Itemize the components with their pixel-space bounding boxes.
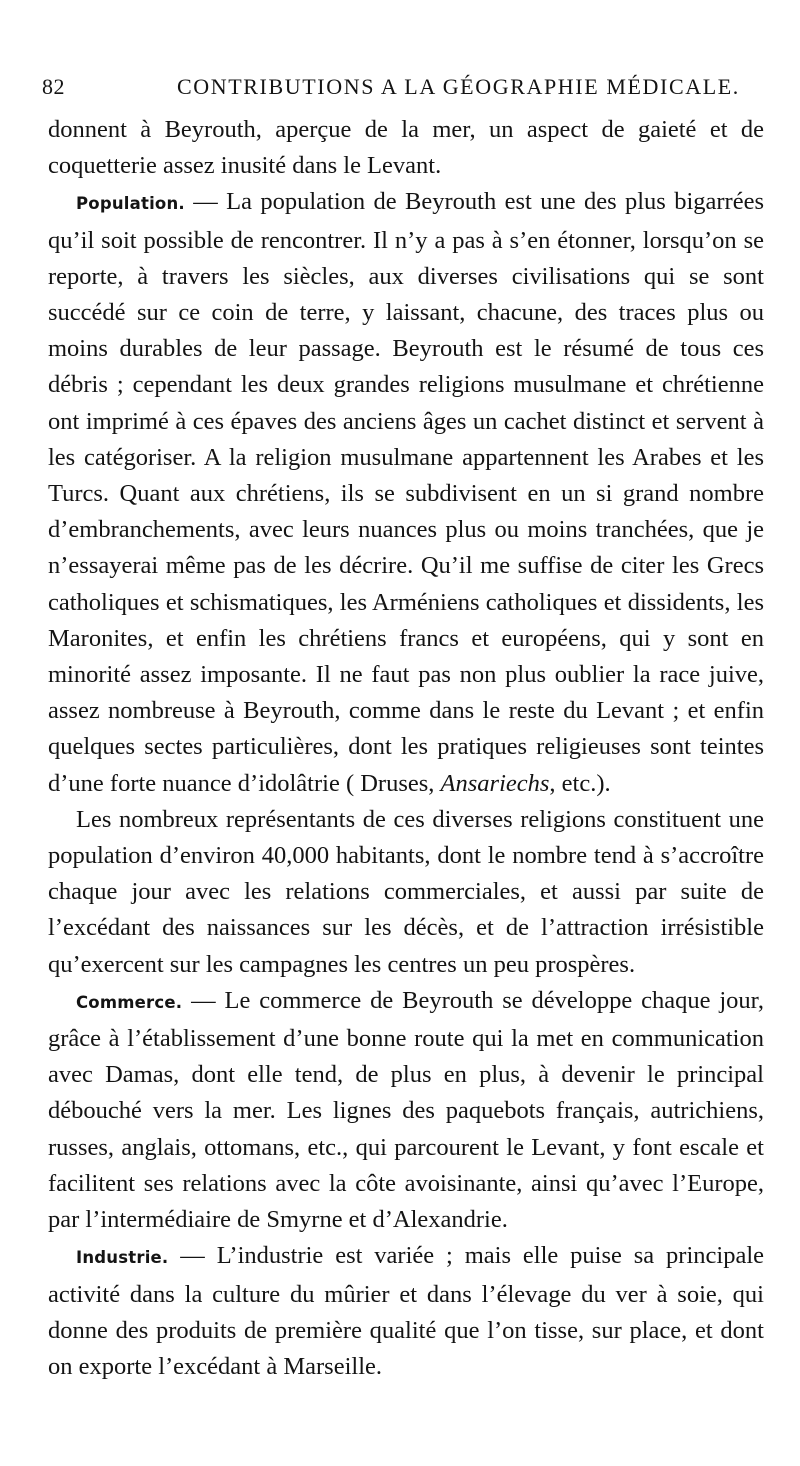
paragraph-population bbox=[48, 184, 764, 801]
italic-term: Ansariechs bbox=[440, 769, 550, 797]
paragraph-text: — Le commerce de Beyrouth se développe chaque jour, grâce à l’établissement d’une bonne route qui la met en communication avec Damas, dont elle tend, de plus en plus, à devenir le principal débouché vers la mer. Les lignes des paquebots français, autrichiens, russes, anglais, ottomans, etc., qui parcourent le Levant, y font escale et facilitent ses relations avec la côte avoisinante, ainsi qu’avec l’Europe, par l’intermédiaire de Smyrne et d’Alexandrie. bbox=[48, 986, 764, 1234]
running-title: CONTRIBUTIONS A LA GÉOGRAPHIE MÉDICALE. bbox=[177, 74, 740, 99]
paragraph-text: — La population de Beyrouth est une des plus bigarrées qu’il soit possible de rencontrer. Il n’y a pas à s’en étonner, lorsqu’on se reporte, à travers les siècles, aux diverses civilisations qui se sont succédé sur ce coin de terre, y laissant, chacune, des traces plus ou moins durables de leur passage. Beyrouth est le résumé de tous ces débris ; cependant les deux grandes religions musulmane et chrétienne ont imprimé à ces épaves des anciens âges un cachet distinct et servent à les catégoriser. A la religion musulmane appartennent les Arabes et les Turcs. Quant aux chrétiens, ils se subdivisent en un si grand nombre d’embranchements, avec leurs nuances plus ou moins tranchées, que je n’essayerai même pas de les décrire. Qu’il me suffise de citer les Grecs catholiques et schismatiques, les Arméniens catholiques et dissidents, les Maronites, et enfin les chrétiens francs et européens, qui y sont en minorité assez imposante. Il ne faut pas non plus oublier la race juive, assez nombreuse à Beyrouth, comme dans le reste du Levant ; et enfin quelques sectes particulières, dont les pratiques religieuses sont teintes d’une forte nuance d’idolâtrie ( Druses, bbox=[48, 188, 764, 797]
paragraph-commerce bbox=[48, 983, 764, 1238]
paragraph-text: Les nombreux représentants de ces diverses religions constituent une population d’environ 40,000 habitants, dont le nombre tend à s’accroître chaque jour avec les relations commerciales, et aussi par suite de l’excédant des naissances sur les décès, et de l’attraction irrésistible qu’exercent sur les campagnes les centres un peu prospères. bbox=[48, 805, 764, 978]
section-heading-population: Population. bbox=[76, 194, 185, 214]
body-text bbox=[48, 112, 764, 1385]
paragraph-text: — L’industrie est variée ; mais elle puise sa principale activité dans la culture du mûrier et dans l’élevage du ver à soie, qui donne des produits de première qualité que l’on tisse, sur place, et dont on exporte l’excédant à Marseille. bbox=[48, 1242, 764, 1380]
section-heading-industrie: Industrie. bbox=[76, 1248, 169, 1268]
running-header bbox=[42, 74, 760, 106]
paragraph-text: donnent à Beyrouth, aperçue de la mer, un aspect de gaieté et de coquetterie assez inusité dans le Levant. bbox=[48, 116, 764, 180]
section-heading-commerce: Commerce. bbox=[76, 992, 183, 1012]
paragraph-text-end: , etc.). bbox=[549, 769, 611, 797]
page-number: 82 bbox=[42, 74, 65, 99]
paragraph-representants bbox=[48, 802, 764, 983]
paragraph-industrie bbox=[48, 1238, 764, 1385]
paragraph-intro-continuation bbox=[48, 112, 764, 184]
